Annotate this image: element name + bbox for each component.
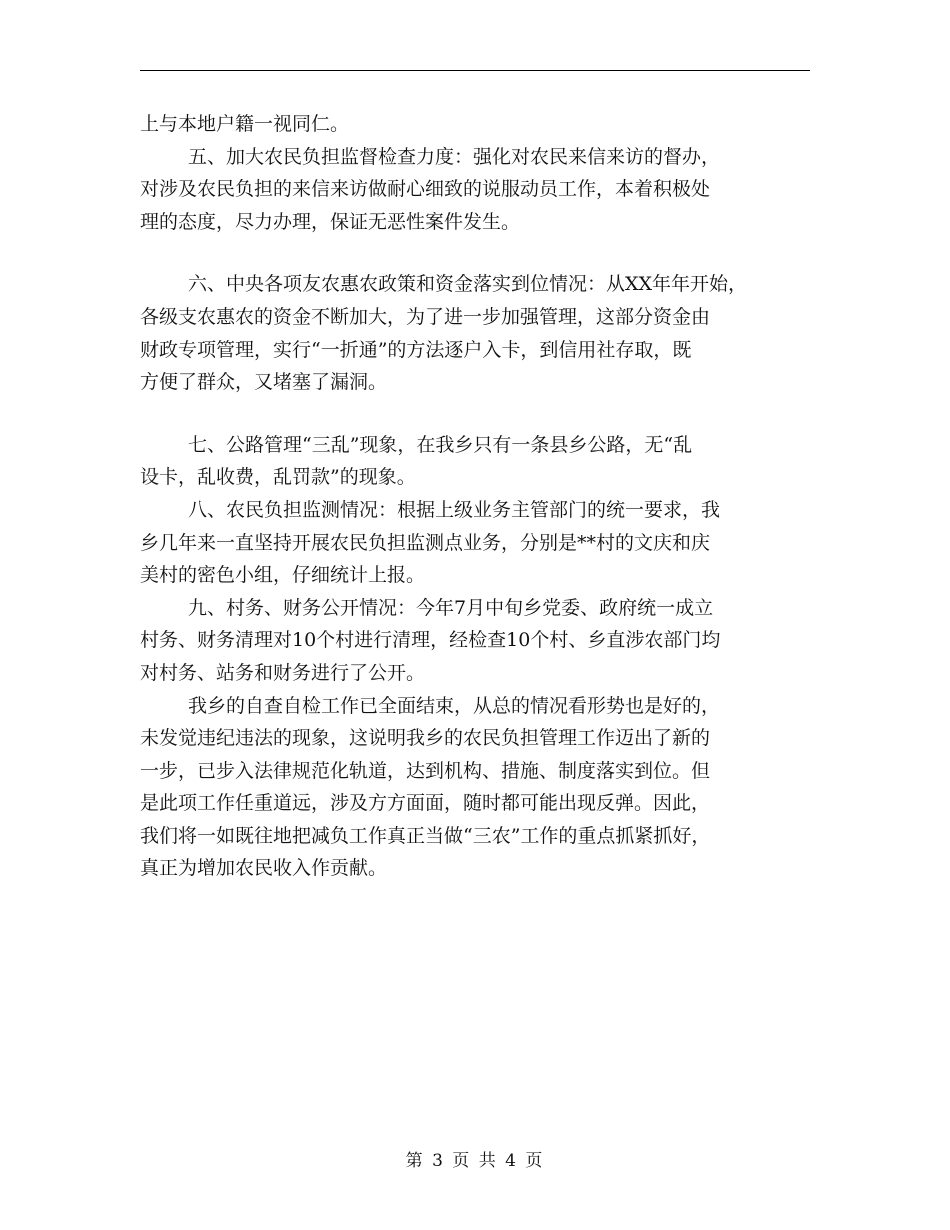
- page-number: 第 3 页 共 4 页: [405, 1151, 545, 1171]
- paragraph: [140, 141, 812, 239]
- text-line: 九、村务、财务公开情况：今年7月中旬乡党委、政府统一成立: [188, 596, 714, 619]
- paragraph-spacer: [140, 399, 812, 429]
- text-line: 六、中央各项友农惠农政策和资金落实到位情况：从XX年年开始，: [188, 273, 748, 296]
- text-line: 村务、财务清理对10个村进行清理，经检查10个村、乡直涉农部门均: [140, 629, 721, 652]
- text-line: 未发觉违纪违法的现象，这说明我乡的农民负担管理工作迈出了新的: [140, 727, 711, 750]
- text-line: 各级支农惠农的资金不断加大，为了进一步加强管理，这部分资金由: [140, 305, 711, 328]
- text-line: 乡几年来一直坚持开展农民负担监测点业务，分别是**村的文庆和庆: [140, 531, 711, 554]
- paragraph: [140, 429, 812, 494]
- header-rule: [140, 70, 810, 71]
- paragraph: [140, 494, 812, 592]
- paragraph: [140, 690, 812, 886]
- document-body: [140, 108, 812, 885]
- text-line: 设卡，乱收费，乱罚款”的现象。: [140, 466, 416, 489]
- text-line: 七、公路管理“三乱”现象，在我乡只有一条县乡公路，无“乱: [188, 433, 693, 456]
- text-line: 上与本地户籍一视同仁。: [140, 113, 350, 135]
- text-line: 五、加大农民负担监督检查力度：强化对农民来信来访的督办，: [188, 145, 721, 168]
- paragraph: [140, 108, 812, 141]
- paragraph: [140, 268, 812, 398]
- text-line: 财政专项管理，实行“一折通”的方法逐户入卡，到信用社存取，既: [140, 338, 692, 361]
- text-line: 对涉及农民负担的来信来访做耐心细致的说服动员工作，本着积极处: [140, 178, 711, 201]
- text-line: 我乡的自查自检工作已全面结束，从总的情况看形势也是好的，: [188, 694, 721, 717]
- text-line: 理的态度，尽力办理，保证无恶性案件发生。: [140, 210, 521, 233]
- text-line: 美村的密色小组，仔细统计上报。: [140, 564, 426, 587]
- text-line: 方便了群众，又堵塞了漏洞。: [140, 371, 388, 394]
- paragraph: [140, 592, 812, 690]
- text-line: 一步，已步入法律规范化轨道，达到机构、措施、制度落实到位。但: [140, 759, 711, 782]
- text-line: 真正为增加农民收入作贡献。: [140, 857, 388, 880]
- text-line: 八、农民负担监测情况：根据上级业务主管部门的统一要求，我: [188, 498, 721, 521]
- text-line: 是此项工作任重道远，涉及方方面面，随时都可能出现反弹。因此，: [140, 792, 711, 815]
- text-line: 对村务、站务和财务进行了公开。: [140, 661, 426, 684]
- paragraph-spacer: [140, 238, 812, 268]
- text-line: 我们将一如既往地把减负工作真正当做“三农”工作的重点抓紧抓好，: [140, 824, 711, 847]
